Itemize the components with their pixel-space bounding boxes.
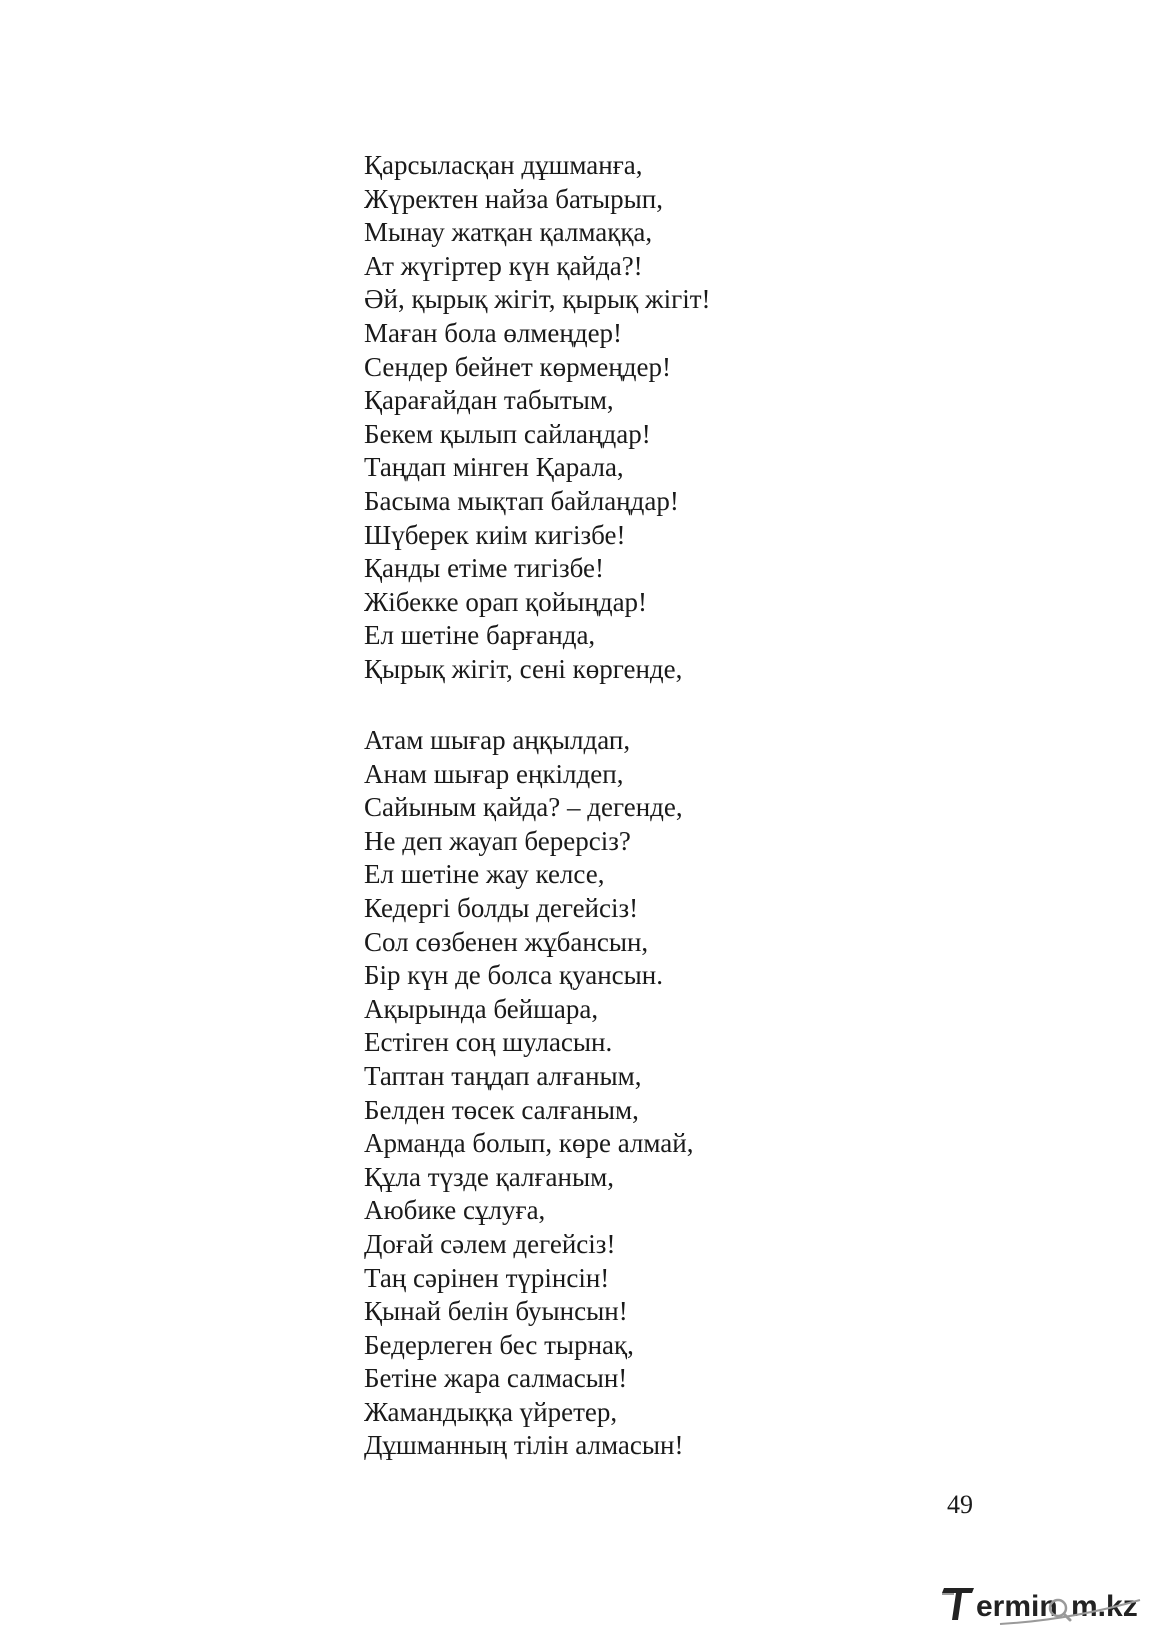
verse-line: Бетіне жара салмасын! (364, 1363, 628, 1394)
verse-line: Доғай сәлем дегейсіз! (364, 1228, 616, 1259)
verse-line: Мынау жатқан қалмаққа, (364, 217, 653, 248)
verse-line: Бедерлеген бес тырнақ, (364, 1329, 634, 1360)
verse-line: Ақырында бейшара, (364, 993, 599, 1024)
termincom-logo (940, 1580, 1150, 1628)
verse-line: Шүберек киім кигізбе! (364, 519, 626, 550)
verse-line: Анам шығар еңкілдеп, (364, 758, 624, 789)
verse-line: Басыма мықтап байлаңдар! (364, 485, 679, 516)
verse-line: Дұшманның тілін алмасын! (364, 1430, 684, 1461)
verse-line: Ат жүгіртер күн қайда?! (364, 250, 643, 281)
verse-line: Қарағайдан табытым, (364, 385, 614, 416)
verse-line: Қарсыласқан дұшманға, (364, 150, 643, 180)
verse-line: Әй, қырық жігіт, қырық жігіт! (364, 284, 711, 315)
logo-text-part2: m.kz (1071, 1590, 1138, 1623)
verse-line: Қынай белін буынсын! (364, 1296, 628, 1327)
verse-line: Таптан таңдап алғаным, (364, 1060, 642, 1091)
verse-line: Қанды етіме тигізбе! (364, 553, 605, 584)
verse-line: Кедергі болды дегейсіз! (364, 892, 639, 923)
verse-line: Құла түзде қалғаным, (364, 1161, 614, 1192)
verse-line: Таңдап мінген Қарала, (364, 452, 624, 483)
verse-line: Жүректен найза батырып, (364, 183, 664, 214)
verse-line: Арманда болып, көре алмай, (364, 1128, 694, 1159)
verse-line: Жібекке орап қойыңдар! (364, 586, 648, 617)
verse-line: Сайыным қайда? – дегенде, (364, 792, 683, 823)
verse-line: Маған бола өлмеңдер! (364, 317, 623, 348)
verse-line: Таң сәрінен түрінсін! (364, 1262, 610, 1293)
verse-line: Не деп жауап берерсіз? (364, 825, 631, 856)
verse-line: Ел шетіне жау келсе, (364, 859, 605, 890)
logo-text-part1: ermin (976, 1590, 1058, 1623)
page-number: 49 (947, 1490, 973, 1519)
stanza-2 (364, 724, 693, 1463)
verse-line: Бір күн де болса қуансын. (364, 960, 663, 991)
verse-line: Естіген соң шуласын. (364, 1027, 613, 1058)
logo-t-shape (942, 1588, 974, 1620)
verse-line: Жамандыққа үйретер, (364, 1396, 618, 1427)
verse-line: Сендер бейнет көрмеңдер! (364, 351, 671, 382)
verse-line: Қырық жігіт, сені көргенде, (364, 653, 683, 684)
verse-line: Аюбике сұлуға, (364, 1195, 546, 1226)
stanza-1 (364, 149, 711, 687)
verse-line: Белден төсек салғаным, (364, 1094, 639, 1125)
verse-line: Атам шығар аңқылдап, (364, 725, 631, 755)
verse-line: Бекем қылып сайлаңдар! (364, 418, 651, 449)
verse-line: Ел шетіне барғанда, (364, 620, 596, 651)
verse-line: Сол сөзбенен жұбансын, (364, 926, 649, 957)
